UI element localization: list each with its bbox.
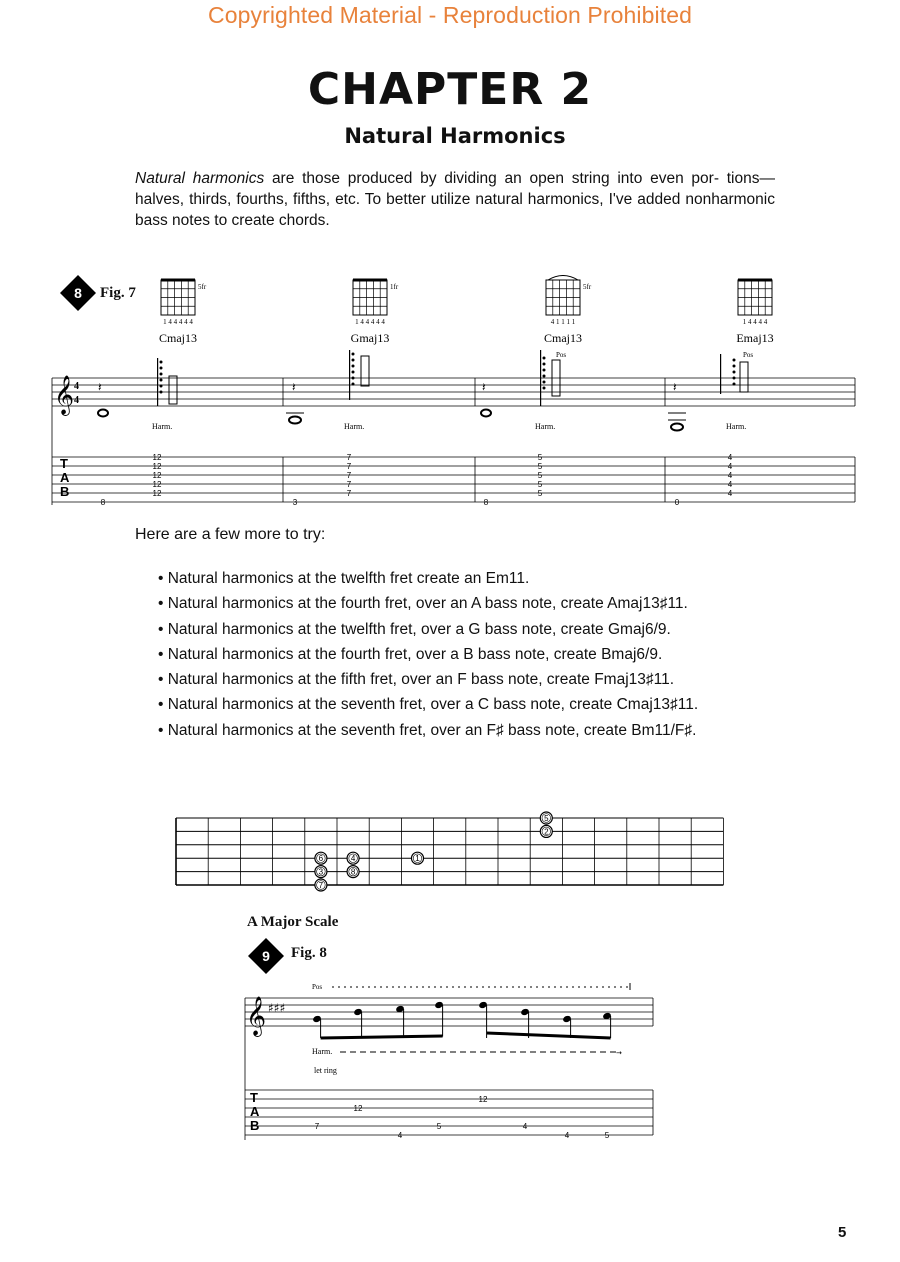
fig7-notation [40, 275, 870, 515]
tab-number: 4 [727, 480, 733, 489]
svg-text:𝄽: 𝄽 [482, 380, 486, 394]
tab-number: 3 [292, 498, 298, 507]
chord-fingering: 1 4 4 4 4 4 [355, 318, 385, 326]
tab-number: 12 [152, 480, 162, 489]
fretboard-dot [347, 866, 359, 878]
chord-fret-label: 5fr [198, 283, 207, 291]
tab-number: 7 [346, 453, 352, 462]
tab-number: 7 [346, 489, 352, 498]
chord-name: Cmaj13 [159, 331, 197, 345]
more-to-try-heading: Here are a few more to try: [135, 526, 326, 543]
tab-number: 12 [152, 489, 162, 498]
harm-label: Harm. [312, 1047, 333, 1056]
fretboard-dot [315, 866, 327, 878]
svg-text:𝄽: 𝄽 [673, 380, 677, 394]
chord-fingering: 4 1 1 1 1 [550, 318, 576, 326]
figure-label: Fig. 7 [100, 285, 136, 301]
chord-fret-label: 5fr [583, 283, 592, 291]
scale-title: A Major Scale [247, 914, 339, 930]
list-item: • Natural harmonics at the twelfth fret, over a G bass note, create Gmaj6/9. [158, 617, 698, 642]
scale-notes [312, 1001, 612, 1038]
copyright-watermark: Copyrighted Material - Reproduction Prohibited [207, 2, 693, 28]
position-label: Pos [312, 983, 323, 991]
harm-label: Harm. [535, 422, 556, 431]
dot-label: 1 [415, 854, 420, 864]
chord-diagram-4 [736, 280, 773, 359]
fretboard-dot [347, 852, 359, 864]
tab-number: 12 [152, 453, 162, 462]
tab-number: 8 [483, 498, 489, 507]
fretboard-dot [540, 812, 552, 824]
tab-number: 5 [604, 1131, 610, 1140]
dot-label: 6 [318, 854, 324, 864]
tab-number: 4 [727, 453, 733, 462]
tab-number: 4 [564, 1131, 570, 1140]
list-item: • Natural harmonics at the twelfth fret create an Em11. [158, 566, 698, 591]
dot-label: 7 [318, 881, 324, 890]
harm-label: Harm. [344, 422, 365, 431]
dot-label: 2 [544, 827, 549, 837]
tab-letter-b: B [60, 484, 70, 499]
figure-label: Fig. 8 [291, 945, 327, 961]
harmonics-list [158, 566, 698, 743]
tab-number: 7 [314, 1122, 320, 1131]
fretboard-dot [315, 879, 327, 891]
track-number: 9 [262, 948, 270, 964]
beam [321, 1036, 443, 1038]
tab-number: 4 [727, 489, 733, 498]
tab-letter-b: B [250, 1118, 260, 1133]
tab-number: 12 [152, 471, 162, 480]
chord-name: Emaj13 [736, 331, 774, 345]
intro-line-2: tions—halves, thirds, fourths, fifths, etc. To better utilize natural harmonics, I've [135, 170, 775, 208]
dot-label: 4 [350, 854, 356, 864]
position-label: Pos [743, 351, 754, 359]
position-label: Pos [556, 351, 567, 359]
fretboard-dot [412, 852, 424, 864]
tab-number: 12 [353, 1104, 363, 1113]
tab-number: 4 [727, 462, 733, 471]
chord-diagram-2 [351, 280, 399, 345]
list-item: • Natural harmonics at the seventh fret, over an F♯ bass note, create Bm11/F♯. [158, 718, 698, 743]
music-staff [52, 378, 855, 505]
chord-fingering: 1 4 4 4 4 4 [163, 318, 193, 326]
harm-label: Harm. [152, 422, 173, 431]
list-item: • Natural harmonics at the fourth fret, over a B bass note, create Bmaj6/9. [158, 642, 698, 667]
fig8-notation [240, 978, 660, 1148]
beam [487, 1033, 611, 1038]
tab-staff [52, 457, 855, 502]
chord-fingering: 1 4 4 4 4 [742, 318, 768, 326]
chord-fret-label: 1fr [390, 283, 399, 291]
fretboard-dot [315, 852, 327, 864]
list-item: • Natural harmonics at the fourth fret, over an A bass note, create Amaj13♯11. [158, 591, 698, 616]
tab-numbers [101, 453, 733, 507]
tab-letter-a: A [250, 1104, 260, 1119]
measure-notes [98, 350, 748, 431]
section-title: Natural Harmonics [344, 124, 566, 148]
svg-text:𝄽: 𝄽 [292, 380, 296, 394]
dot-label: 3 [318, 867, 324, 877]
fretboard-dot [540, 825, 552, 837]
tab-number: 5 [537, 453, 543, 462]
intro-term: Natural harmonics [135, 170, 265, 187]
dot-label: 5 [544, 814, 549, 823]
time-sig-bottom: 4 [74, 395, 79, 406]
tab-number: 4 [522, 1122, 528, 1131]
tab-number: 5 [537, 471, 543, 480]
tab-number: 8 [100, 498, 106, 507]
chord-name: Gmaj13 [350, 331, 390, 345]
list-item: • Natural harmonics at the fifth fret, over an F bass note, create Fmaj13♯11. [158, 667, 698, 692]
track-number: 8 [74, 285, 82, 301]
tab-number: 5 [436, 1122, 442, 1131]
tab-number: 7 [346, 462, 352, 471]
chord-name: Cmaj13 [544, 331, 582, 345]
tab-number: 12 [478, 1095, 488, 1104]
tab-number: 5 [537, 480, 543, 489]
dot-label: 8 [350, 867, 356, 877]
intro-line-3: added nonharmonic bass notes to create chords. [135, 191, 775, 229]
chapter-title: CHAPTER 2 [307, 64, 593, 115]
tab-letter-a: A [60, 470, 70, 485]
svg-text:𝄽: 𝄽 [98, 380, 102, 394]
chord-diagram-3 [544, 276, 592, 360]
list-item: • Natural harmonics at the seventh fret, over a C bass note, create Cmaj13♯11. [158, 692, 698, 717]
tab-number: 12 [152, 462, 162, 471]
intro-paragraph [135, 168, 775, 231]
tab-letter-t: T [250, 1090, 258, 1105]
tab-number: 7 [346, 480, 352, 489]
harm-label: Harm. [726, 422, 747, 431]
tab-number: 5 [537, 489, 543, 498]
tab-number: 4 [397, 1131, 403, 1140]
tab-number: 4 [727, 471, 733, 480]
tab-staff [245, 1090, 653, 1135]
time-sig-top: 4 [74, 381, 79, 392]
tab-numbers [315, 1095, 610, 1140]
treble-clef-icon: 𝄞 [246, 996, 267, 1036]
fretboard-diagram [170, 806, 735, 896]
music-staff [245, 998, 653, 1140]
treble-clef-icon: 𝄞 [54, 375, 75, 415]
tab-number: 5 [537, 462, 543, 471]
tab-number: 7 [346, 471, 352, 480]
track-badge-icon [246, 936, 286, 976]
key-signature-icon: ♯♯♯ [268, 1001, 286, 1015]
let-ring-label: let ring [314, 1066, 337, 1075]
arrow-right-icon: → [616, 1049, 622, 1057]
tab-letter-t: T [60, 456, 68, 471]
chord-diagram-1 [159, 280, 207, 345]
tab-number: 0 [674, 498, 680, 507]
page-number: 5 [838, 1224, 847, 1241]
intro-line-1: are those produced by dividing an open string into even por- [264, 170, 719, 187]
